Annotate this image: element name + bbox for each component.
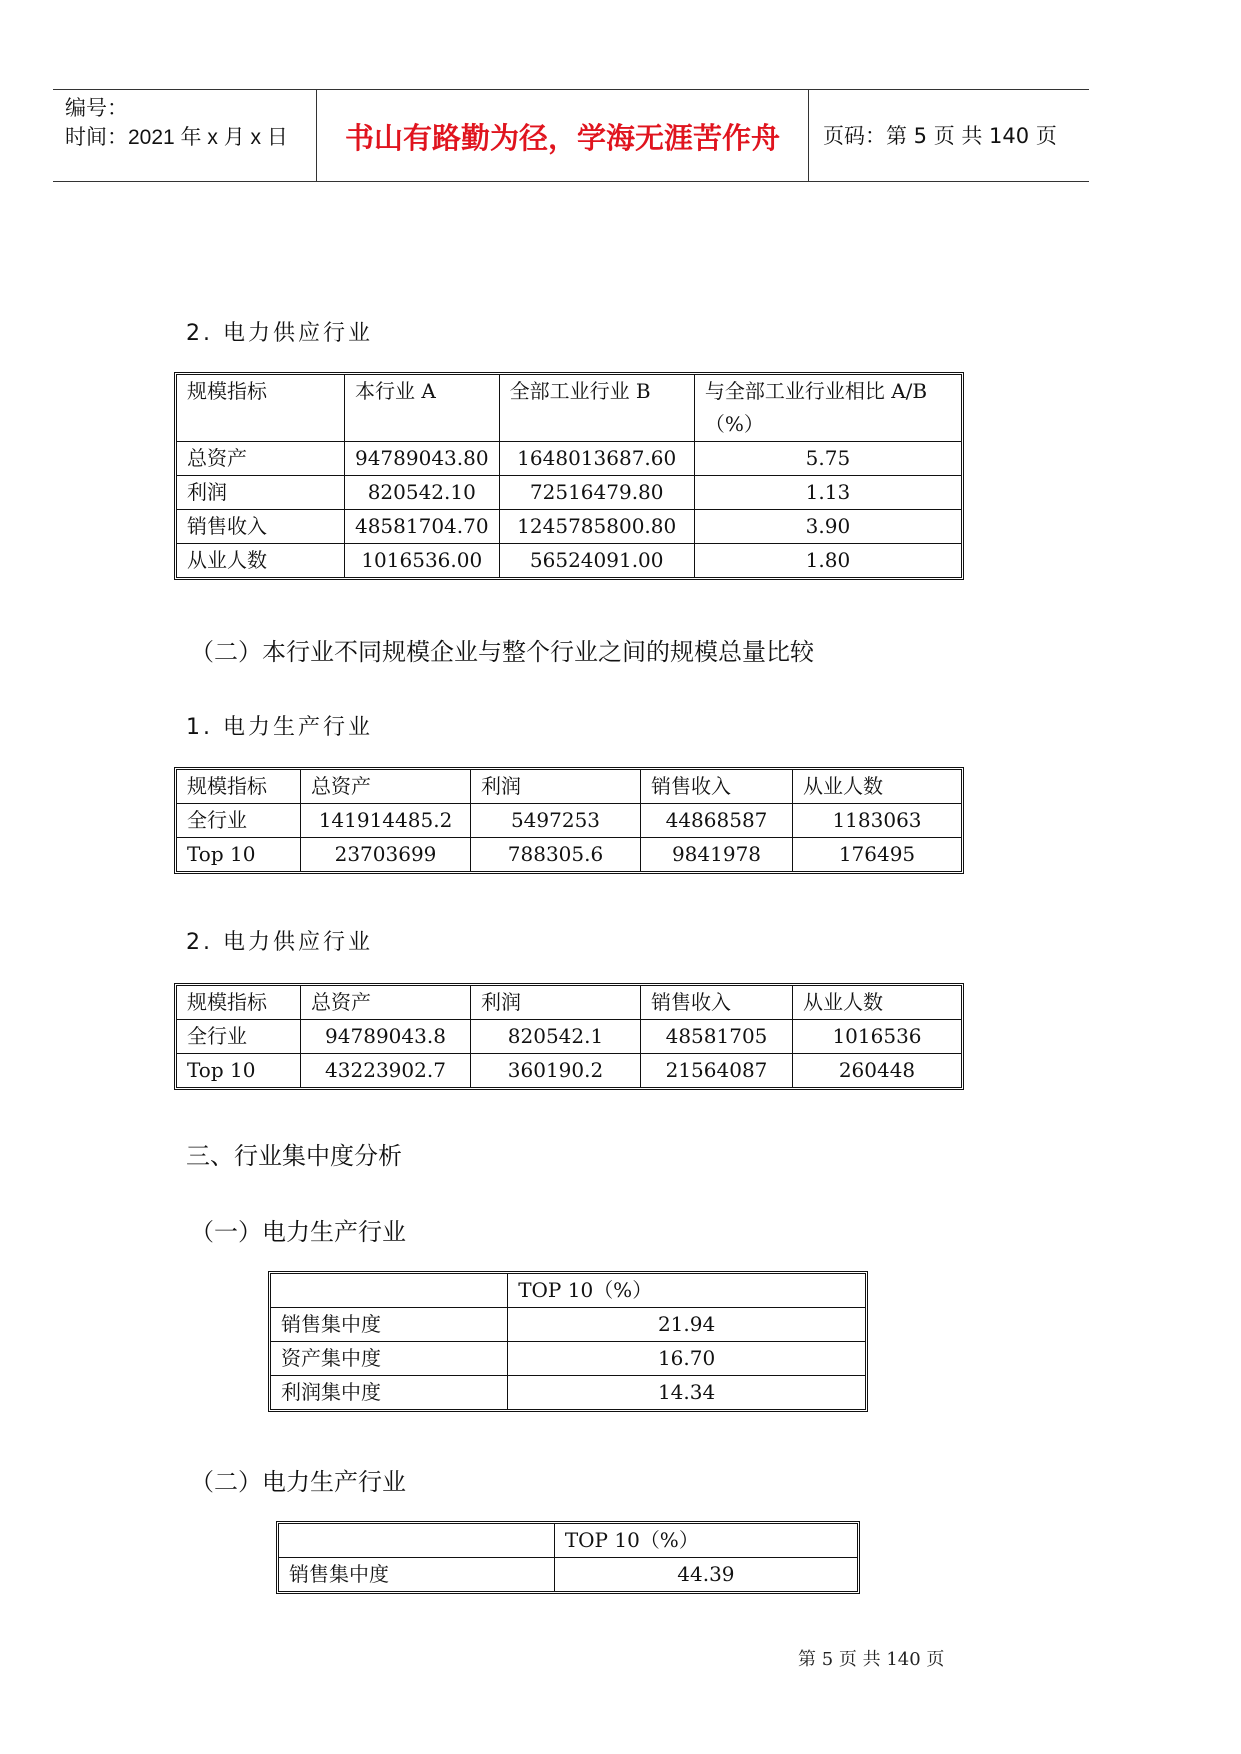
- table-cell: 1245785800.80: [500, 510, 695, 544]
- header-motto: 书山有路勤为径，学海无涯苦作舟: [344, 121, 780, 155]
- table-cell: 3.90: [695, 510, 961, 544]
- header-number-label: 编号：: [65, 97, 128, 120]
- table-cell: 788305.6: [471, 838, 641, 871]
- section-heading: 2. 电力供应行业: [186, 930, 373, 955]
- table-header-row: [177, 986, 961, 1020]
- header-divider: [808, 90, 809, 182]
- table-row: [271, 1376, 865, 1409]
- table-cell: 资产集中度: [271, 1342, 508, 1376]
- table-header-cell: TOP 10（%）: [555, 1524, 857, 1558]
- table-row: [177, 510, 961, 544]
- section-heading: 三、行业集中度分析: [186, 1142, 402, 1170]
- table-cell: 21564087: [641, 1054, 793, 1087]
- table-header-cell: 规模指标: [177, 375, 345, 442]
- table-cell: 5497253: [471, 804, 641, 838]
- table-cell: 5.75: [695, 442, 961, 476]
- table-header-cell: 从业人数: [793, 770, 961, 804]
- table-cell: 94789043.8: [301, 1020, 471, 1054]
- table-row: [271, 1342, 865, 1376]
- table-cell: 销售集中度: [271, 1308, 508, 1342]
- table-cell: 94789043.80: [345, 442, 500, 476]
- table-cell: 44868587: [641, 804, 793, 838]
- table-cell: 1.13: [695, 476, 961, 510]
- table-cell: 9841978: [641, 838, 793, 871]
- table-row: [177, 476, 961, 510]
- table-header-cell: 与全部工业行业相比 A/B（%）: [695, 375, 961, 442]
- section-heading: 1. 电力生产行业: [186, 715, 373, 740]
- table-cell: 销售集中度: [279, 1558, 555, 1591]
- table-cell: 260448: [838, 1058, 916, 1082]
- table-cell: 21.94: [508, 1308, 865, 1342]
- concentration-table-second: [276, 1521, 860, 1594]
- table-cell: 820542.10: [345, 476, 500, 510]
- table-cell: 从业人数: [177, 544, 345, 577]
- table-cell: 利润集中度: [271, 1376, 508, 1409]
- table-cell: Top 10: [177, 838, 301, 871]
- table-header-row: [177, 375, 961, 442]
- table-cell: 1016536.00: [345, 544, 500, 577]
- page-footer: 第 5 页 共 140 页: [798, 1649, 945, 1670]
- table-header-cell: 规模指标: [177, 770, 301, 804]
- section-heading: 2. 电力供应行业: [186, 321, 373, 346]
- table-cell: 48581704.70: [345, 510, 500, 544]
- table-cell: 1648013687.60: [500, 442, 695, 476]
- table-header-cell: [271, 1274, 508, 1308]
- table-row: [177, 838, 961, 871]
- table-cell: 23703699: [301, 838, 471, 871]
- table-cell: 1.80: [805, 548, 851, 572]
- supply-scale-table: [174, 983, 964, 1090]
- table-cell: 1016536: [793, 1020, 961, 1054]
- header-meta: [65, 94, 288, 152]
- table-header-cell: [279, 1524, 555, 1558]
- table-cell: 43223902.7: [301, 1054, 471, 1087]
- table-row: [177, 1054, 961, 1087]
- section-heading: （一）电力生产行业: [190, 1218, 406, 1246]
- table-header-cell: 销售收入: [641, 986, 793, 1020]
- concentration-table-production: [268, 1271, 868, 1412]
- page-header: [53, 89, 1089, 182]
- table-cell: 1183063: [793, 804, 961, 838]
- table-cell: 820542.1: [471, 1020, 641, 1054]
- table-cell: 14.34: [657, 1380, 716, 1404]
- table-header-row: [177, 770, 961, 804]
- table-header-cell: 利润: [471, 986, 641, 1020]
- table-header-cell: TOP 10（%）: [508, 1274, 865, 1308]
- table-cell: 72516479.80: [500, 476, 695, 510]
- table-row: [279, 1558, 857, 1591]
- table-cell: 360190.2: [471, 1054, 641, 1087]
- table-cell: 利润: [177, 476, 345, 510]
- table-header-cell: 总资产: [301, 770, 471, 804]
- table-cell: 总资产: [177, 442, 345, 476]
- table-cell: 48581705: [641, 1020, 793, 1054]
- table-row: [271, 1308, 865, 1342]
- table-header-row: [279, 1524, 857, 1558]
- table-header-cell: 总资产: [301, 986, 471, 1020]
- table-row: [177, 804, 961, 838]
- section-heading: （二）本行业不同规模企业与整个行业之间的规模总量比较: [190, 638, 814, 666]
- table-header-cell: 本行业 A: [345, 375, 500, 442]
- table-row: [177, 544, 961, 577]
- table-cell: 141914485.2: [301, 804, 471, 838]
- table-header-cell: 利润: [471, 770, 641, 804]
- table-cell: 全行业: [177, 804, 301, 838]
- table-header-row: [271, 1274, 865, 1308]
- table-row: [177, 1020, 961, 1054]
- table-cell: 56524091.00: [500, 544, 695, 577]
- table-cell: 16.70: [508, 1342, 865, 1376]
- table-cell: 销售收入: [177, 510, 345, 544]
- table-cell: 44.39: [677, 1562, 735, 1586]
- header-time-label: 时间：2021 年 x 月 x 日: [65, 126, 288, 149]
- scale-comparison-table: [174, 372, 964, 580]
- section-heading: （二）电力生产行业: [190, 1468, 406, 1496]
- production-scale-table: [174, 767, 964, 874]
- table-cell: 全行业: [177, 1020, 301, 1054]
- table-row: [177, 442, 961, 476]
- table-header-cell: 规模指标: [177, 986, 301, 1020]
- table-header-cell: 销售收入: [641, 770, 793, 804]
- table-cell: 176495: [838, 842, 916, 866]
- header-page-label: 页码：第 5 页 共 140 页: [823, 124, 1057, 148]
- table-header-cell: 从业人数: [793, 986, 961, 1020]
- table-header-cell: 全部工业行业 B: [500, 375, 695, 442]
- table-cell: Top 10: [177, 1054, 301, 1087]
